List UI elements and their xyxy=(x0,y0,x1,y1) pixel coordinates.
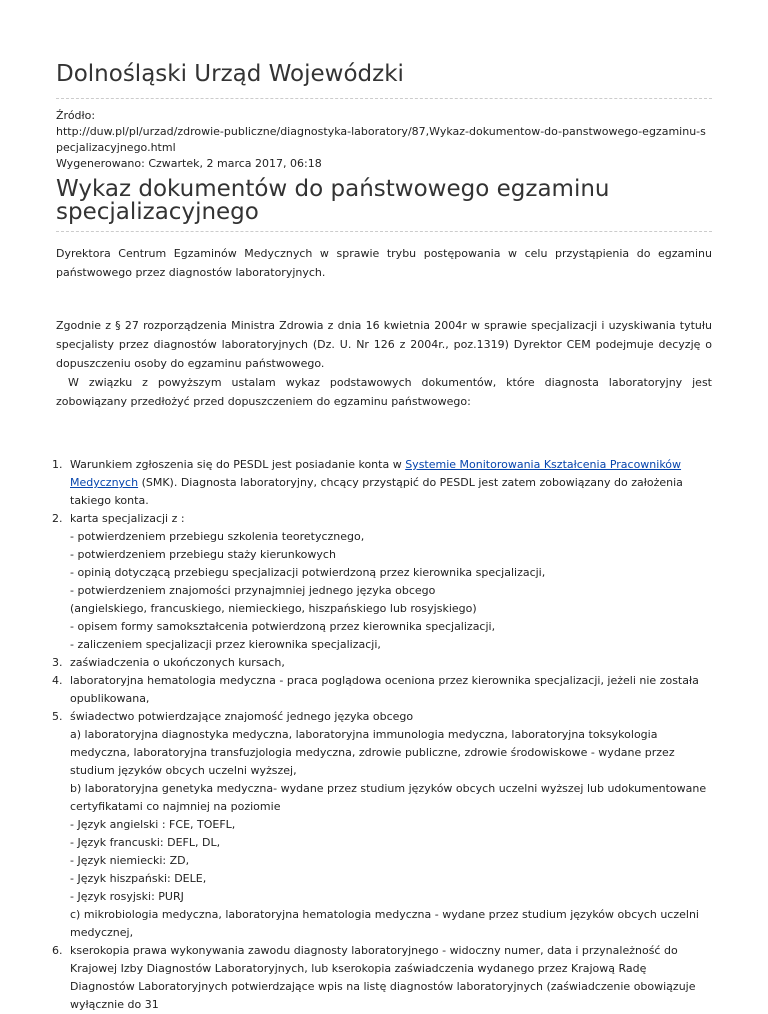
smk-link[interactable]: Systemie Monitorowania Kształcenia Pracowników Medycznych xyxy=(70,458,682,489)
list-item-text: (SMK). Diagnosta laboratoryjny, chcący przystąpić do PESDL jest zatem zobowiązany do założenia takiego konta. xyxy=(70,476,683,507)
list-number: 4. xyxy=(52,674,63,687)
divider xyxy=(56,231,712,232)
list-item-text: kserokopia prawa wykonywania zawodu diagnosty laboratoryjnego - widoczny numer, data i przynależność do Krajowej Izby Diagnostów Laboratoryjnych, lub kserokopia zaświadczenia wydanego przez Krajową Radę Diagnostów Laboratoryjnych potwierdzające wpis na listę diagnostów laboratoryjnych (zaświadczenie obowiązuje wyłącznie do 31 xyxy=(70,944,696,1011)
list-item xyxy=(52,672,712,708)
list-subitem: - opisem formy samokształcenia potwierdzoną przez kierownika specjalizacji, xyxy=(70,620,496,633)
list-item xyxy=(52,708,712,942)
list-subitem: - Język francuski: DEFL, DL, xyxy=(70,836,221,849)
source-label: Źródło: xyxy=(56,109,96,122)
list-subitem: (angielskiego, francuskiego, niemieckiego, hiszpańskiego lub rosyjskiego) xyxy=(70,602,477,615)
list-number: 3. xyxy=(52,656,63,669)
list-subitem: - Język rosyjski: PURJ xyxy=(70,890,184,903)
list-item-text: świadectwo potwierdzające znajomość jednego języka obcego xyxy=(70,710,414,723)
list-subitem: - zaliczeniem specjalizacji przez kierownika specjalizacji, xyxy=(70,638,381,651)
list-item xyxy=(52,942,712,1014)
body-paragraph-1: Zgodnie z § 27 rozporządzenia Ministra Zdrowia z dnia 16 kwietnia 2004r w sprawie specjalizacji i uzyskiwania tytułu specjalisty przez diagnostów laboratoryjnych (Dz. U. Nr 126 z 2004r., poz.1319) Dyrektor CEM podejmuje decyzję o dopuszczeniu osoby do egzaminu państwowego. xyxy=(56,319,712,370)
list-item-text: karta specjalizacji z : xyxy=(70,512,185,525)
divider xyxy=(56,98,712,99)
list-subitem: - potwierdzeniem przebiegu szkolenia teoretycznego, xyxy=(70,530,365,543)
intro-paragraph: Dyrektora Centrum Egzaminów Medycznych w sprawie trybu postępowania w celu przystąpienia do egzaminu państwowego przez diagnostów laboratoryjnych. xyxy=(56,247,712,279)
body-paragraph xyxy=(56,316,712,411)
list-subitem: - Język hiszpański: DELE, xyxy=(70,872,207,885)
body-paragraph-2: W związku z powyższym ustalam wykaz podstawowych dokumentów, które diagnosta laboratoryjny jest zobowiązany przedłożyć przed dopuszczeniem do egzaminu państwowego: xyxy=(56,376,712,408)
document-title: Wykaz dokumentów do państwowego egzaminu specjalizacyjnego xyxy=(56,176,610,225)
list-subitem: - Język angielski : FCE, TOEFL, xyxy=(70,818,236,831)
list-item-text: zaświadczenia o ukończonych kursach, xyxy=(70,656,285,669)
list-item-text: Warunkiem zgłoszenia się do PESDL jest posiadanie konta w xyxy=(70,458,406,471)
list-subitem: - opinią dotyczącą przebiegu specjalizacji potwierdzoną przez kierownika specjalizacji, xyxy=(70,566,546,579)
list-item-text: laboratoryjna hematologia medyczna - praca poglądowa oceniona przez kierownika specjalizacji, jeżeli nie została opublikowana, xyxy=(70,674,699,705)
list-item xyxy=(52,510,712,654)
documents-list xyxy=(52,456,712,1014)
site-title: Dolnośląski Urząd Wojewódzki xyxy=(56,61,404,87)
list-subitem: - potwierdzeniem przebiegu staży kierunkowych xyxy=(70,548,336,561)
list-subitem: b) laboratoryjna genetyka medyczna- wydane przez studium języków obcych uczelni wyższej lub udokumentowane certyfikatami co najmniej na poziomie xyxy=(70,782,707,813)
list-subitem: - Język niemiecki: ZD, xyxy=(70,854,190,867)
list-item xyxy=(52,654,712,672)
list-item xyxy=(52,456,712,510)
list-number: 5. xyxy=(52,710,63,723)
list-subitem: a) laboratoryjna diagnostyka medyczna, laboratoryjna immunologia medyczna, laboratoryjna toksykologia medyczna, laboratoryjna transfuzjologia medyczna, zdrowie publiczne, zdrowie środowiskowe - wydane przez studium języków obcych uczelni wyższej, xyxy=(70,728,675,777)
source-url: http://duw.pl/pl/urzad/zdrowie-publiczne/diagnostyka-laboratory/87,Wykaz-dokumentow-do-panstwowego-egzaminu-specjalizacyjnego.html xyxy=(56,125,706,154)
list-number: 2. xyxy=(52,512,63,525)
generated-timestamp: Wygenerowano: Czwartek, 2 marca 2017, 06:18 xyxy=(56,157,322,170)
list-number: 6. xyxy=(52,944,63,957)
list-subitem: c) mikrobiologia medyczna, laboratoryjna hematologia medyczna - wydane przez studium języków obcych uczelni medycznej, xyxy=(70,908,699,939)
list-number: 1. xyxy=(52,458,63,471)
document-meta xyxy=(56,108,712,172)
list-subitem: - potwierdzeniem znajomości przynajmniej jednego języka obcego xyxy=(70,584,436,597)
